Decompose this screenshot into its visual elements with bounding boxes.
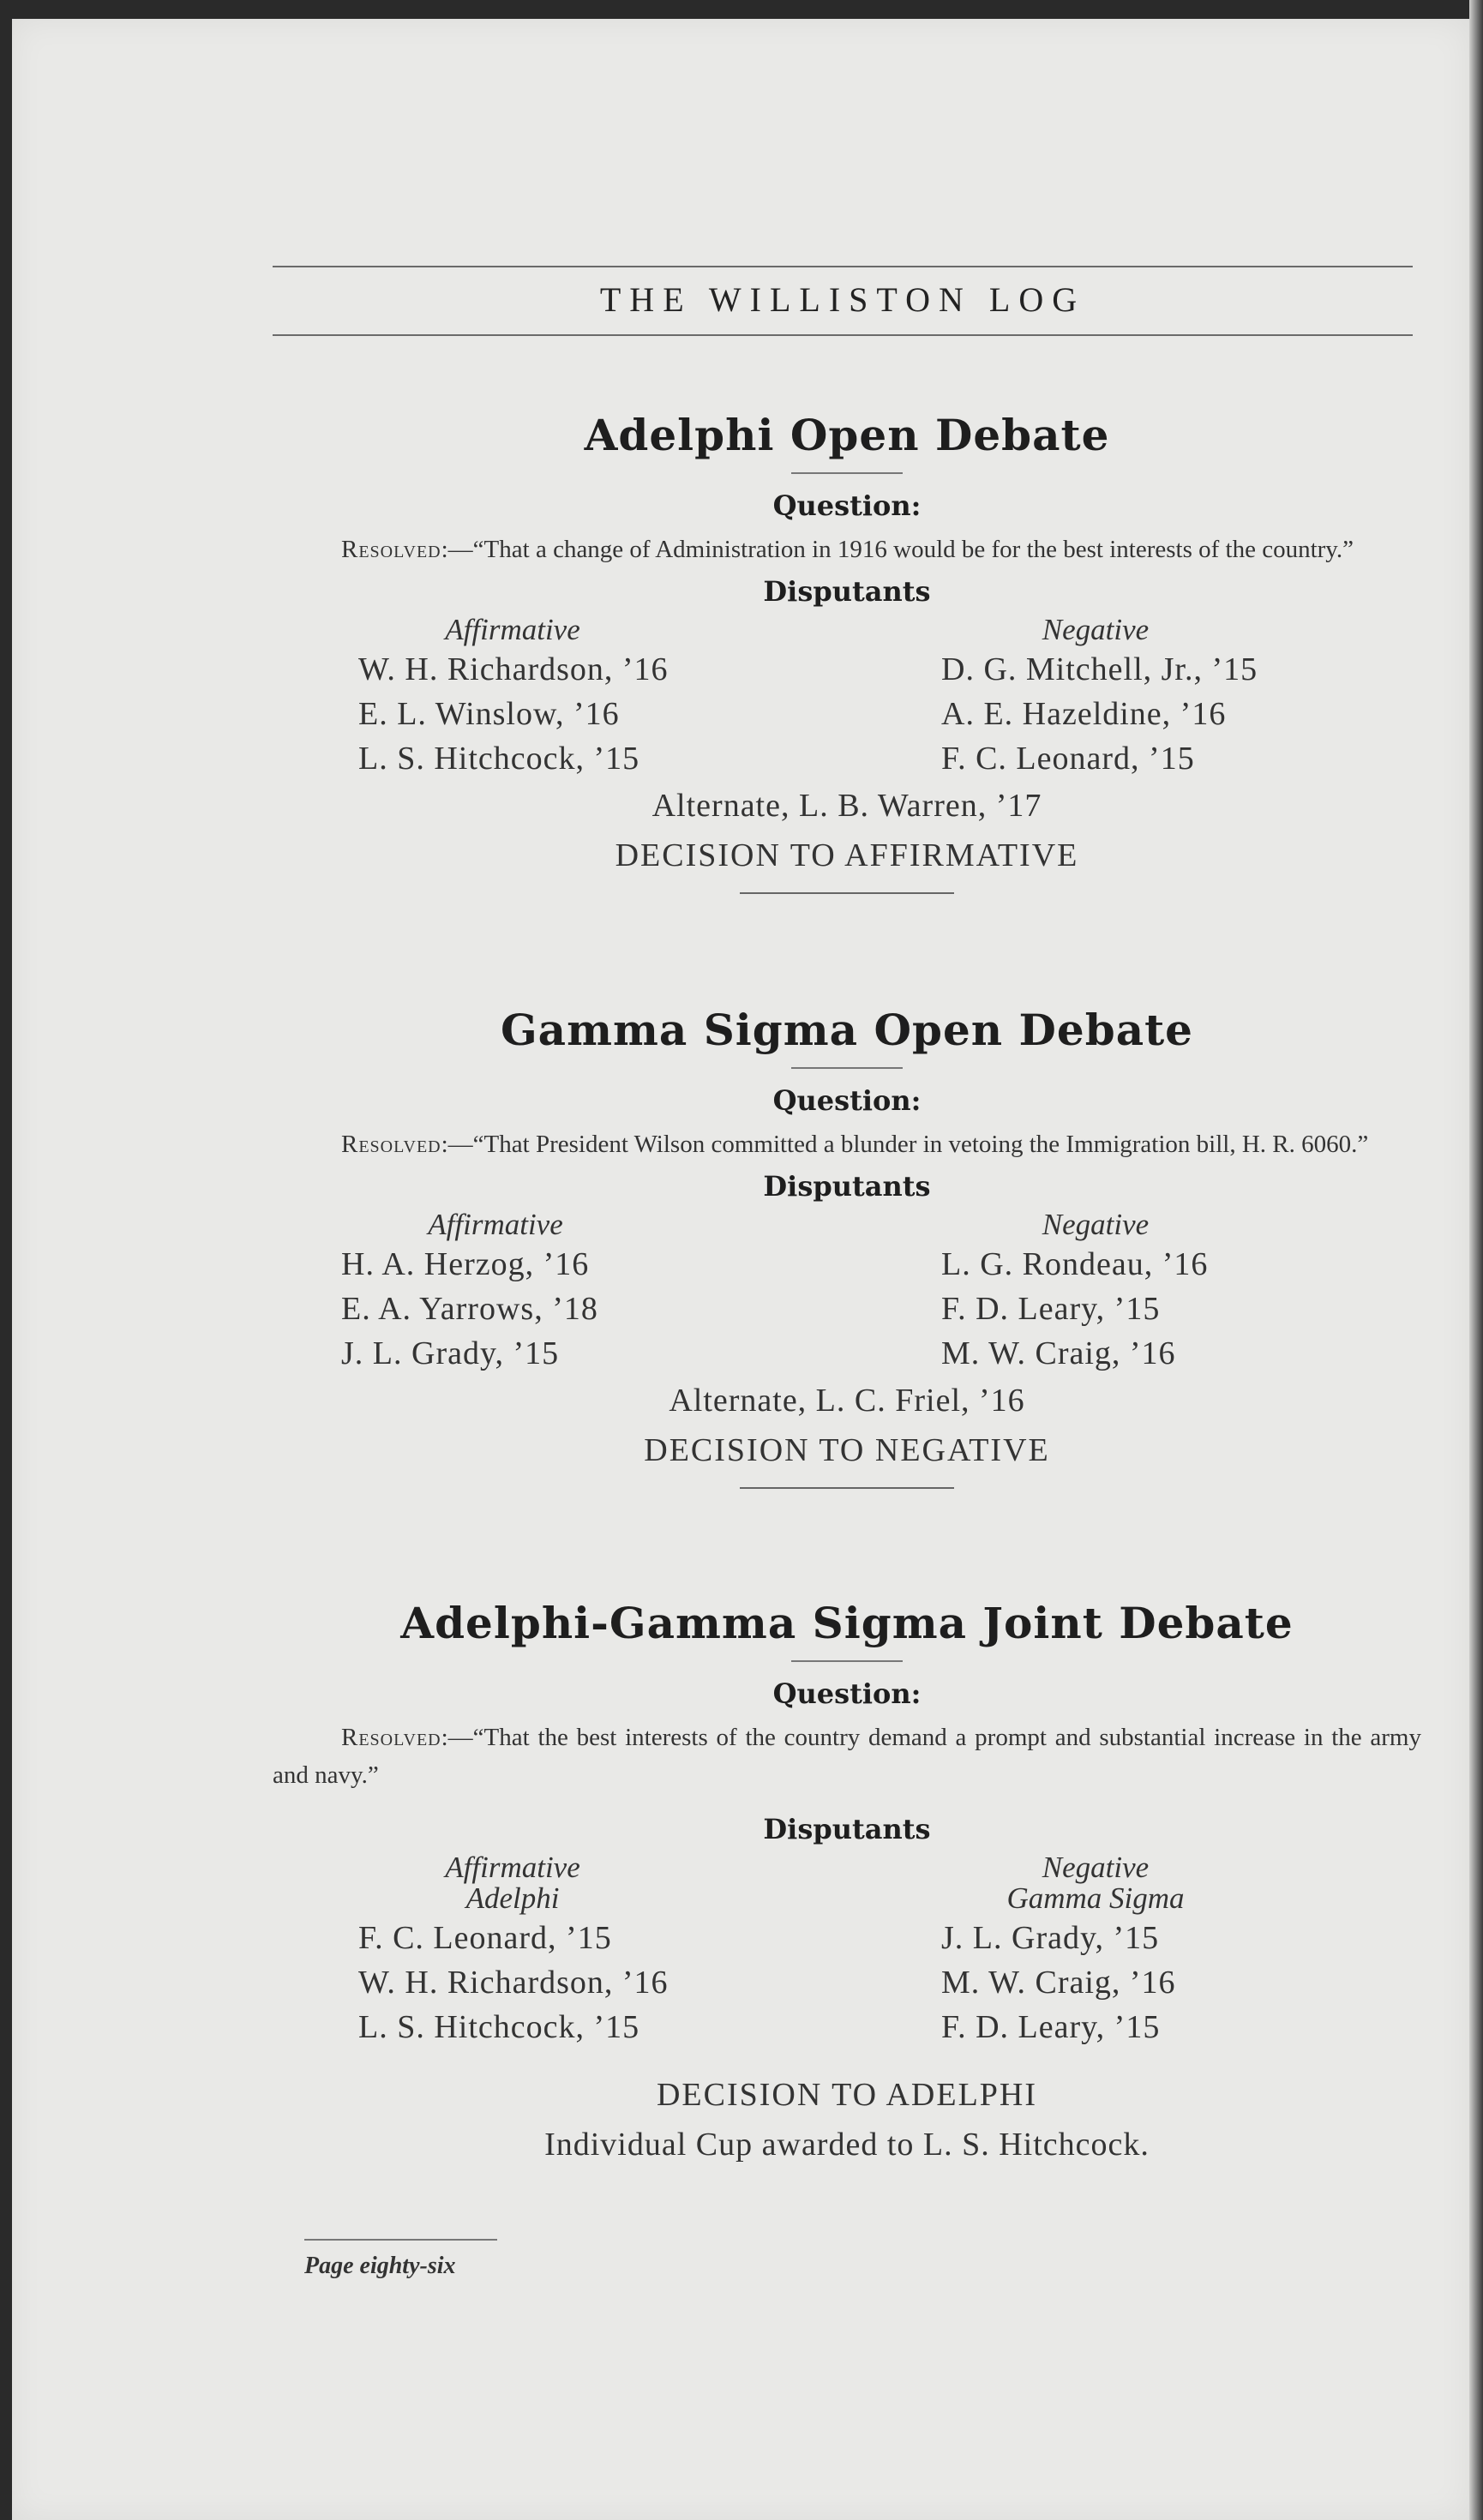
header-rule-bottom <box>273 334 1413 336</box>
affirmative-label: Affirmative <box>445 1851 580 1884</box>
disputant-name: J. L. Grady, ’15 <box>941 1920 1160 1956</box>
page-footer <box>304 2239 647 2280</box>
award: Individual Cup awarded to L. S. Hitchcock. <box>544 2127 1150 2163</box>
resolved-prefix: Resolved <box>341 536 441 563</box>
affirmative-column <box>341 1208 787 1376</box>
section-title: Adelphi-Gamma Sigma Joint Debate <box>400 1598 1294 1648</box>
page-edge <box>1469 0 1483 2520</box>
disputants-columns <box>273 613 1421 776</box>
disputants-columns <box>273 1851 1421 2065</box>
resolution-text <box>273 531 1421 568</box>
disputant-name: L. S. Hitchcock, ’15 <box>358 741 640 777</box>
affirmative-society: Adelphi <box>465 1881 560 1915</box>
section-divider <box>740 1487 954 1489</box>
resolved-body: :—“That President Wilson committed a blunder in vetoing the Immigration bill, H. R. 6060.” <box>441 1131 1369 1158</box>
negative-column <box>941 1208 1387 1376</box>
running-header-title: THE WILLISTON LOG <box>599 280 1086 319</box>
disputants-label: Disputants <box>763 1813 931 1845</box>
disputant-name: L. S. Hitchcock, ’15 <box>358 2009 640 2045</box>
disputant-name: F. C. Leonard, ’15 <box>358 1920 612 1956</box>
section-gamma-sigma-open-debate <box>273 1005 1421 1489</box>
affirmative-label: Affirmative <box>445 613 580 646</box>
section-title: Adelphi Open Debate <box>584 410 1110 460</box>
disputant-name: E. A. Yarrows, ’18 <box>341 1291 598 1327</box>
disputants-columns <box>273 1208 1421 1371</box>
header-rule-top <box>273 266 1413 267</box>
negative-label: Negative <box>1042 1851 1150 1884</box>
affirmative-column <box>358 1851 804 2049</box>
decision: DECISION TO AFFIRMATIVE <box>615 837 1079 873</box>
question-label: Question: <box>772 1677 922 1710</box>
section-adelphi-open-debate <box>273 410 1421 894</box>
disputant-name: F. D. Leary, ’15 <box>941 2009 1161 2045</box>
resolved-body: :—“That a change of Administration in 1916 would be for the best interests of the country.” <box>441 536 1354 563</box>
disputant-name: W. H. Richardson, ’16 <box>358 651 669 687</box>
disputants-label: Disputants <box>763 575 931 608</box>
disputant-name: W. H. Richardson, ’16 <box>358 1965 669 2001</box>
alternate: Alternate, L. C. Friel, ’16 <box>669 1383 1025 1419</box>
decision: DECISION TO NEGATIVE <box>644 1432 1050 1468</box>
disputant-name: A. E. Hazeldine, ’16 <box>941 696 1227 732</box>
section-divider <box>740 892 954 894</box>
footer-rule <box>304 2239 497 2241</box>
question-label: Question: <box>772 1084 922 1117</box>
title-rule <box>791 1067 903 1069</box>
affirmative-label: Affirmative <box>428 1208 563 1241</box>
resolution-text <box>273 1125 1421 1163</box>
title-rule <box>791 1660 903 1662</box>
disputant-name: F. C. Leonard, ’15 <box>941 741 1195 777</box>
resolved-body: :—“That the best interests of the country demand a prompt and substantial increase in the army and navy.” <box>273 1724 1421 1789</box>
disputant-name: H. A. Herzog, ’16 <box>341 1246 590 1282</box>
negative-label: Negative <box>1042 613 1150 646</box>
question-label: Question: <box>772 489 922 522</box>
disputant-name: M. W. Craig, ’16 <box>941 1965 1176 2001</box>
alternate: Alternate, L. B. Warren, ’17 <box>651 788 1042 824</box>
disputant-name: F. D. Leary, ’15 <box>941 1291 1161 1327</box>
title-rule <box>791 472 903 474</box>
section-joint-debate <box>273 1598 1421 2169</box>
disputants-label: Disputants <box>763 1170 931 1203</box>
negative-column <box>941 1851 1387 2049</box>
disputant-name: D. G. Mitchell, Jr., ’15 <box>941 651 1258 687</box>
disputant-name: L. G. Rondeau, ’16 <box>941 1246 1209 1282</box>
affirmative-column <box>358 613 804 781</box>
disputant-name: J. L. Grady, ’15 <box>341 1335 560 1371</box>
disputant-name: E. L. Winslow, ’16 <box>358 696 620 732</box>
negative-column <box>941 613 1387 781</box>
page-number: Page eighty-six <box>304 2253 456 2279</box>
negative-society: Gamma Sigma <box>1006 1881 1185 1915</box>
negative-label: Negative <box>1042 1208 1150 1241</box>
decision: DECISION TO ADELPHI <box>656 2077 1038 2113</box>
resolved-prefix: Resolved <box>341 1724 441 1751</box>
resolution-text <box>273 1719 1421 1794</box>
section-title: Gamma Sigma Open Debate <box>500 1005 1193 1055</box>
running-header <box>273 257 1413 343</box>
disputant-name: M. W. Craig, ’16 <box>941 1335 1176 1371</box>
resolved-prefix: Resolved <box>341 1131 441 1158</box>
